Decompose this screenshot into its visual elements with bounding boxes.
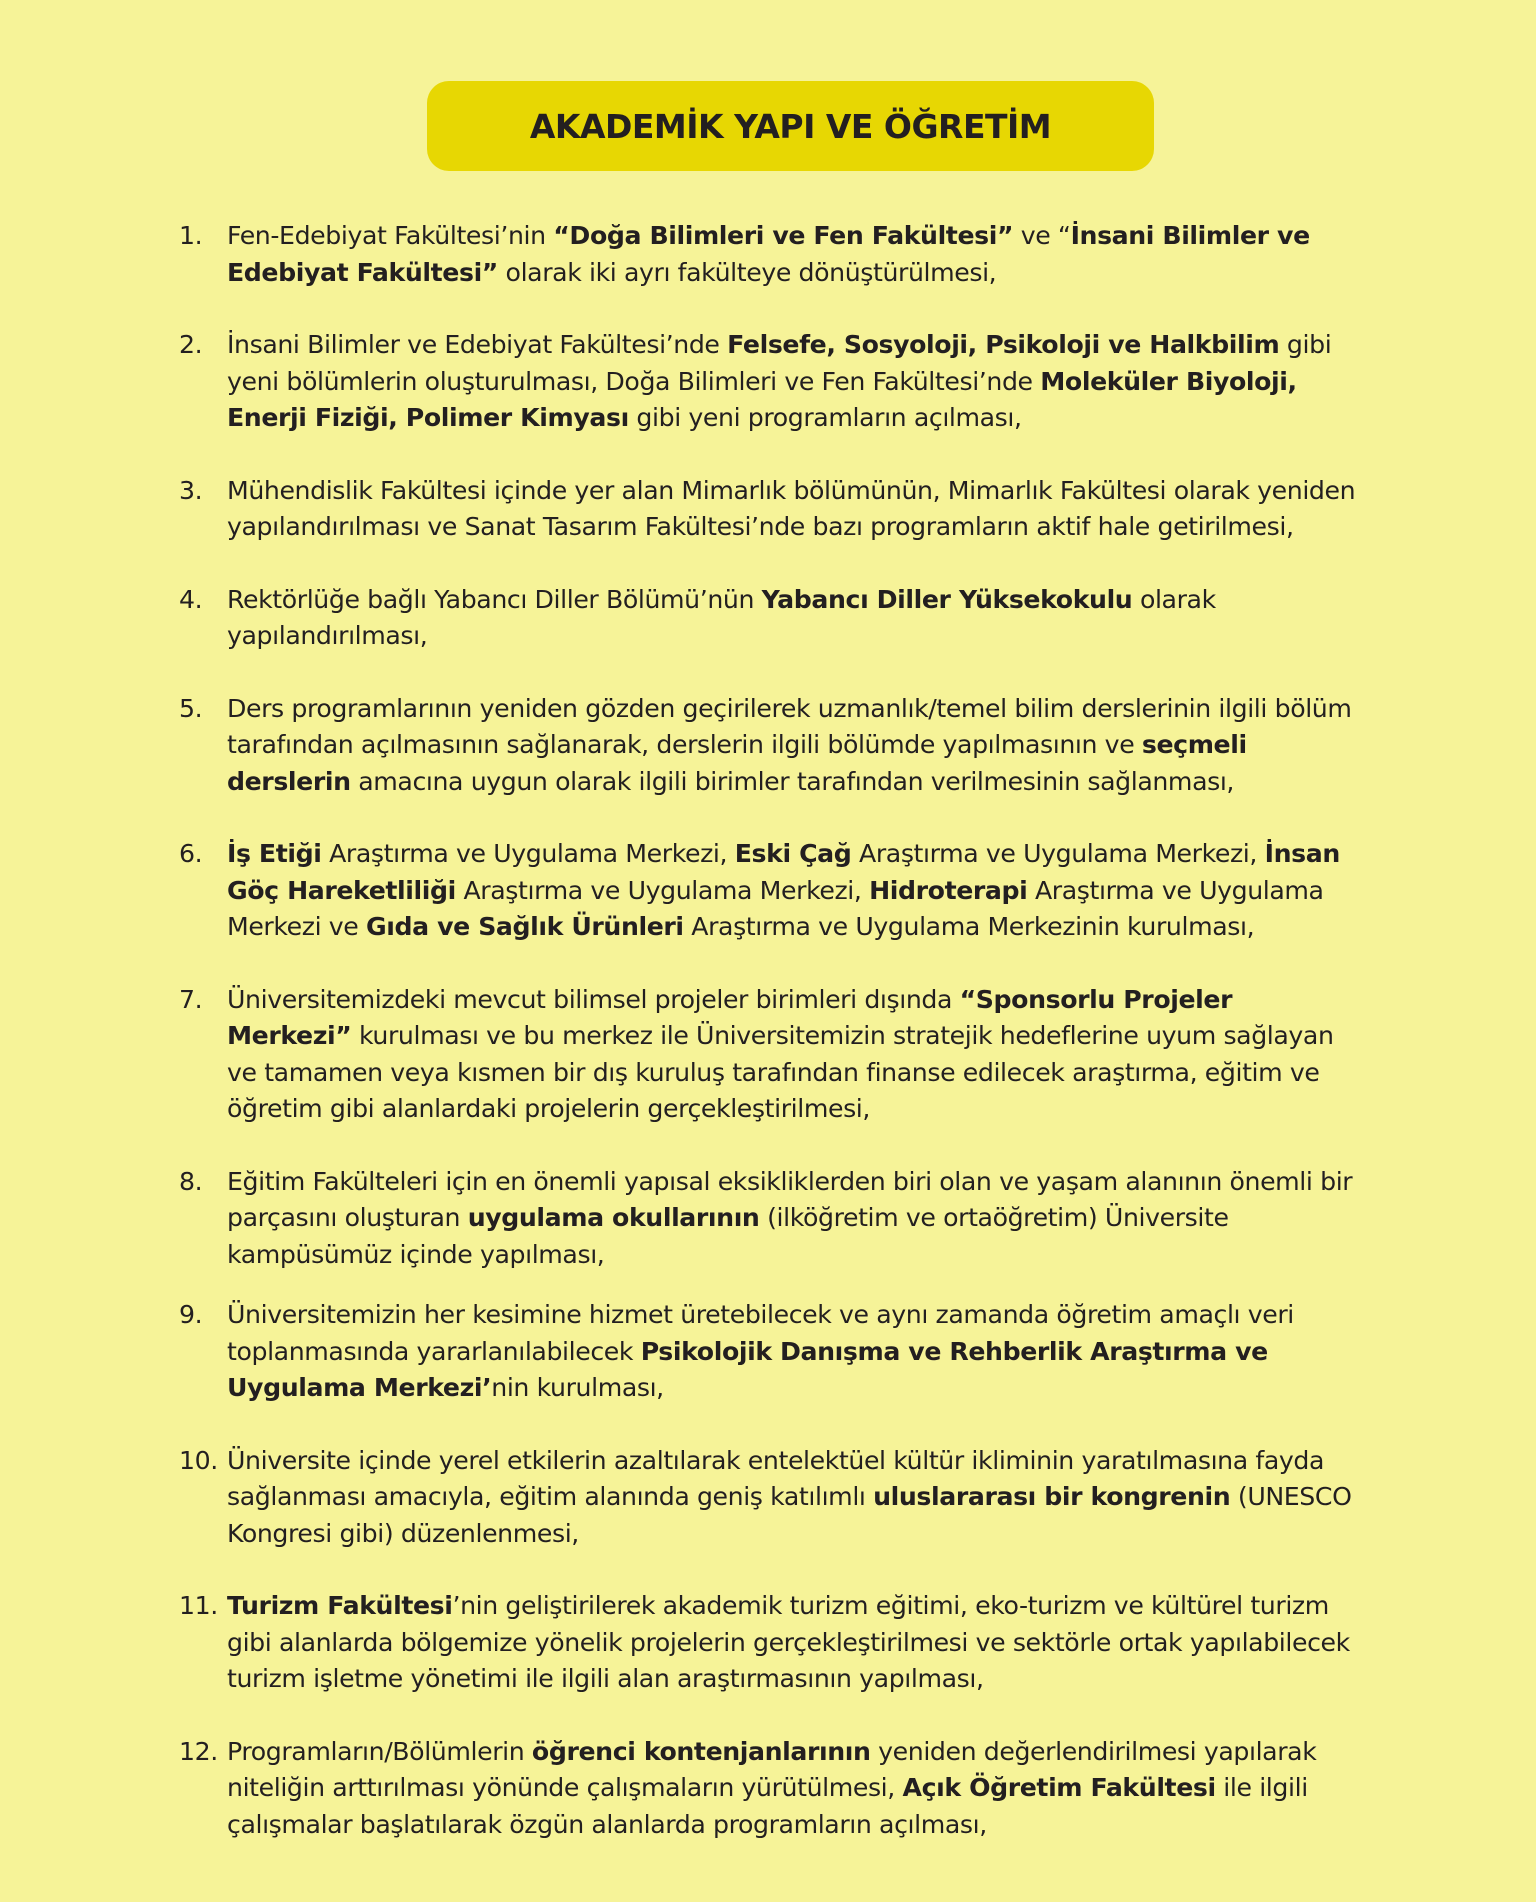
list-item-text [227, 582, 1358, 655]
list-item-text [227, 982, 1358, 1128]
text-run: Araştırma ve Uygulama Merkezi ve [227, 875, 1324, 941]
text-run: (ilköğretim ve ortaöğretim) Üniversite kampüsümüz içinde yapılması, [227, 1203, 1229, 1269]
text-run: Araştırma ve Uygulama Merkezi, [851, 839, 1265, 868]
list-item-text [227, 1443, 1358, 1553]
bold-text: Felsefe, Sosyoloji, Psikoloji ve Halkbilim [727, 330, 1280, 359]
bold-text: Açık Öğretim Fakültesi [902, 1773, 1216, 1802]
list-item [178, 473, 1358, 546]
bold-text: Hidroterapi [869, 875, 1028, 905]
bold-text: İş Etiği [227, 839, 322, 868]
list-item-number: 6. [179, 839, 203, 868]
bold-text: İnsan Göç Hareketliliği [227, 839, 1340, 905]
list-item-number: 2. [179, 330, 203, 359]
list-item-text [227, 1734, 1358, 1844]
list-item-text [227, 1164, 1358, 1274]
bold-text: uygulama okullarının [467, 1203, 760, 1232]
text-run: amacına uygun olarak ilgili birimler tarafından verilmesinin sağlanması, [350, 766, 1235, 796]
text-run: nin kurulması, [491, 1373, 664, 1402]
list-item [178, 1443, 1358, 1553]
page-title: AKADEMİK YAPI VE ÖĞRETİM [529, 106, 1052, 146]
list-item [178, 1588, 1358, 1698]
list-item-number: 10. [179, 1445, 218, 1475]
text-run: gibi yeni bölümlerin oluşturulması, Doğa Bilimleri ve Fen Fakültesi’nde [227, 330, 1332, 396]
list-item [178, 327, 1358, 437]
list-item-text [227, 327, 1358, 437]
list-item-number: 3. [179, 475, 203, 505]
text-run: Araştırma ve Uygulama Merkezinin kurulması, [683, 912, 1255, 941]
text-run: ve “ [1013, 221, 1071, 250]
list-item [178, 982, 1358, 1128]
list-item-text [227, 218, 1358, 291]
title-banner [427, 81, 1154, 171]
text-run: Eğitim Fakülteleri için en önemli yapısal eksikliklerden biri olan ve yaşam alanının önemli bir parçasını oluşturan [227, 1166, 1353, 1232]
text-run: ile ilgili çalışmalar başlatılarak özgün alanlarda programların açılması, [227, 1773, 1308, 1839]
bold-text: seçmeli derslerin [227, 730, 1247, 796]
list-item [178, 582, 1358, 655]
list-item-number: 11. [179, 1591, 218, 1620]
list-item [178, 691, 1358, 801]
list-item-number: 12. [179, 1736, 218, 1766]
bold-text: İnsani Bilimler ve Edebiyat Fakültesi” [227, 221, 1310, 287]
text-run: Mühendislik Fakültesi içinde yer alan Mimarlık bölümünün, Mimarlık Fakültesi olarak yeniden yapılandırılması ve Sanat Tasarım Fakültesi’nde bazı programların aktif hale getirilmesi, [227, 475, 1356, 541]
list-item [178, 836, 1358, 946]
bold-text: uluslararası bir kongrenin [873, 1482, 1231, 1511]
list-item-number: 5. [179, 693, 203, 723]
bold-text: Yabancı Diller Yüksekokulu [761, 584, 1133, 614]
bold-text: Psikolojik Danışma ve Rehberlik Araştırma ve Uygulama Merkezi’ [227, 1336, 1268, 1402]
text-run: Rektörlüğe bağlı Yabancı Diller Bölümü’nün [227, 584, 762, 614]
text-run: Fen-Edebiyat Fakültesi’nin [227, 221, 554, 250]
bold-text: Gıda ve Sağlık Ürünleri [366, 912, 684, 941]
text-run: kurulması ve bu merkez ile Üniversitemizin stratejik hedeflerine uyum sağlayan ve tamamen veya kısmen bir dış kuruluş tarafından finanse edilecek araştırma, eğitim ve öğretim gibi alanlardaki projelerin gerçekleştirilmesi, [227, 1021, 1334, 1123]
text-run: olarak yapılandırılması, [227, 584, 1216, 650]
text-run: gibi yeni programların açılması, [628, 403, 1022, 432]
text-run: Araştırma ve Uygulama Merkezi, [455, 875, 870, 905]
text-run: Üniversitemizin her kesimine hizmet üretebilecek ve aynı zamanda öğretim amaçlı veri toplanmasında yararlanılabilecek [227, 1300, 1294, 1366]
bold-text: öğrenci kontenjanlarının [531, 1736, 871, 1766]
bold-text: Moleküler Biyoloji, Enerji Fiziği, Polimer Kimyası [227, 366, 1297, 432]
text-run: İnsani Bilimler ve Edebiyat Fakültesi’nde [227, 330, 728, 359]
list-item [178, 1734, 1358, 1844]
text-run: olarak iki ayrı fakülteye dönüştürülmesi, [497, 257, 997, 287]
text-run: Üniversite içinde yerel etkilerin azaltılarak entelektüel kültür ikliminin yaratılmasına fayda sağlanması amacıyla, eğitim alanında geniş katılımlı [227, 1445, 1325, 1511]
list-item-number: 8. [179, 1166, 203, 1196]
text-run: Üniversitemizdeki mevcut bilimsel projeler birimleri dışında [227, 984, 960, 1014]
numbered-list [178, 218, 1358, 1879]
bold-text: Eski Çağ [734, 839, 852, 868]
list-item [178, 218, 1358, 291]
text-run: Programların/Bölümlerin [227, 1736, 532, 1766]
bold-text: “Doğa Bilimleri ve Fen Fakültesi” [553, 221, 1014, 250]
list-item-number: 7. [179, 984, 203, 1014]
list-item-number: 9. [179, 1300, 203, 1329]
list-item-text [227, 473, 1358, 546]
list-item [178, 1297, 1358, 1407]
list-item-text [227, 836, 1358, 946]
bold-text: Turizm Fakültesi [227, 1591, 453, 1620]
text-run: yeniden değerlendirilmesi yapılarak niteliğin arttırılması yönünde çalışmaların yürütülmesi, [227, 1736, 1317, 1802]
text-run: (UNESCO Kongresi gibi) düzenlenmesi, [227, 1482, 1352, 1548]
text-run: Ders programlarının yeniden gözden geçirilerek uzmanlık/temel bilim derslerinin ilgili bölüm tarafından açılmasının sağlanarak, derslerin ilgili bölümde yapılmasının ve [227, 693, 1352, 759]
list-item-text [227, 1588, 1358, 1698]
list-item-text [227, 691, 1358, 801]
text-run: Araştırma ve Uygulama Merkezi, [321, 839, 735, 868]
text-run: ’nin geliştirilerek akademik turizm eğitimi, eko-turizm ve kültürel turizm gibi alanlarda bölgemize yönelik projelerin gerçekleştirilmesi ve sektörle ortak yapılabilecek turizm işletme yönetimi ile ilgili alan araştırmasının yapılması, [227, 1591, 1350, 1693]
list-item-text [227, 1297, 1358, 1407]
list-item [178, 1164, 1358, 1274]
list-item-number: 1. [179, 221, 203, 250]
bold-text: “Sponsorlu Projeler Merkezi” [227, 984, 1233, 1050]
list-item-number: 4. [179, 584, 203, 614]
